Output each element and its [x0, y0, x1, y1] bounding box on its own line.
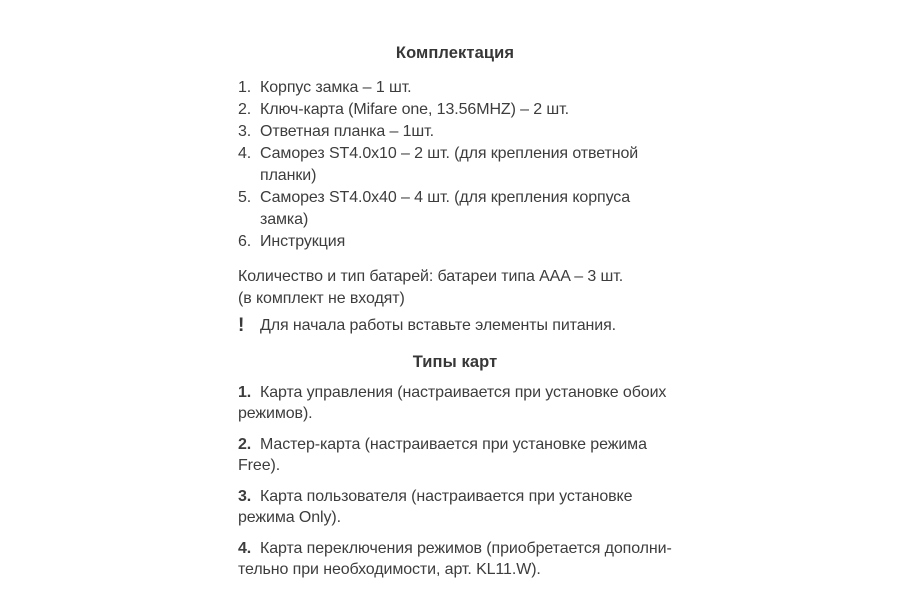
item-text-line1: Карта переключения режимов (приобретается дополни- [260, 540, 672, 557]
kit-list [238, 77, 672, 253]
kit-list-item [238, 77, 672, 99]
card-type-item [238, 486, 672, 528]
kit-list-item [238, 121, 672, 143]
battery-info-line2: (в комплект не входят) [238, 289, 405, 307]
item-text: Ответная планка – 1шт. [260, 123, 434, 140]
item-number: 1. [238, 384, 252, 401]
item-text-line1: Карта управления (настраивается при установке обоих [260, 384, 667, 401]
item-number: 5. [238, 189, 252, 206]
exclamation-mark-icon: ! [238, 315, 245, 336]
warning-text: Для начала работы вставьте элементы питания. [260, 317, 616, 334]
item-text: Саморез ST4.0x40 – 4 шт. (для крепления корпуса замка) [260, 189, 631, 228]
card-type-item [238, 382, 672, 424]
card-type-item [238, 538, 672, 580]
item-text: Инструкция [260, 233, 346, 250]
kit-list-item [238, 231, 672, 253]
item-text: Ключ-карта (Mifare one, 13.56MHZ) – 2 шт. [260, 101, 569, 118]
kit-list-item [238, 143, 672, 187]
card-types-section-title: Типы карт [412, 353, 498, 371]
battery-info [238, 266, 672, 309]
item-number: 2. [238, 101, 252, 118]
card-types-list [238, 382, 672, 580]
card-type-item [238, 434, 672, 476]
item-text-line1: Карта пользователя (настраивается при установке [260, 488, 633, 505]
item-text-line2: режимов). [238, 405, 313, 422]
item-text-line2: режима Only). [238, 509, 341, 526]
item-text-line2: тельно при необходимости, арт. KL11.W). [238, 561, 541, 578]
item-text: Корпус замка – 1 шт. [260, 79, 412, 96]
item-number: 6. [238, 233, 252, 250]
item-number: 3. [238, 123, 252, 140]
item-number: 3. [238, 488, 252, 505]
item-text-line1: Мастер-карта (настраивается при установке режима Free). [238, 436, 647, 474]
warning-note [238, 315, 672, 337]
item-number: 4. [238, 145, 252, 162]
item-number: 1. [238, 79, 252, 96]
item-text: Саморез ST4.0x10 – 2 шт. (для крепления ответной планки) [260, 145, 639, 184]
kit-list-item [238, 99, 672, 121]
item-number: 4. [238, 540, 252, 557]
battery-info-line1: Количество и тип батарей: батареи типа AAA – 3 шт. [238, 268, 624, 285]
manual-content [238, 44, 672, 590]
item-number: 2. [238, 436, 252, 453]
kit-section-title: Комплектация [395, 44, 515, 62]
kit-list-item [238, 187, 672, 231]
